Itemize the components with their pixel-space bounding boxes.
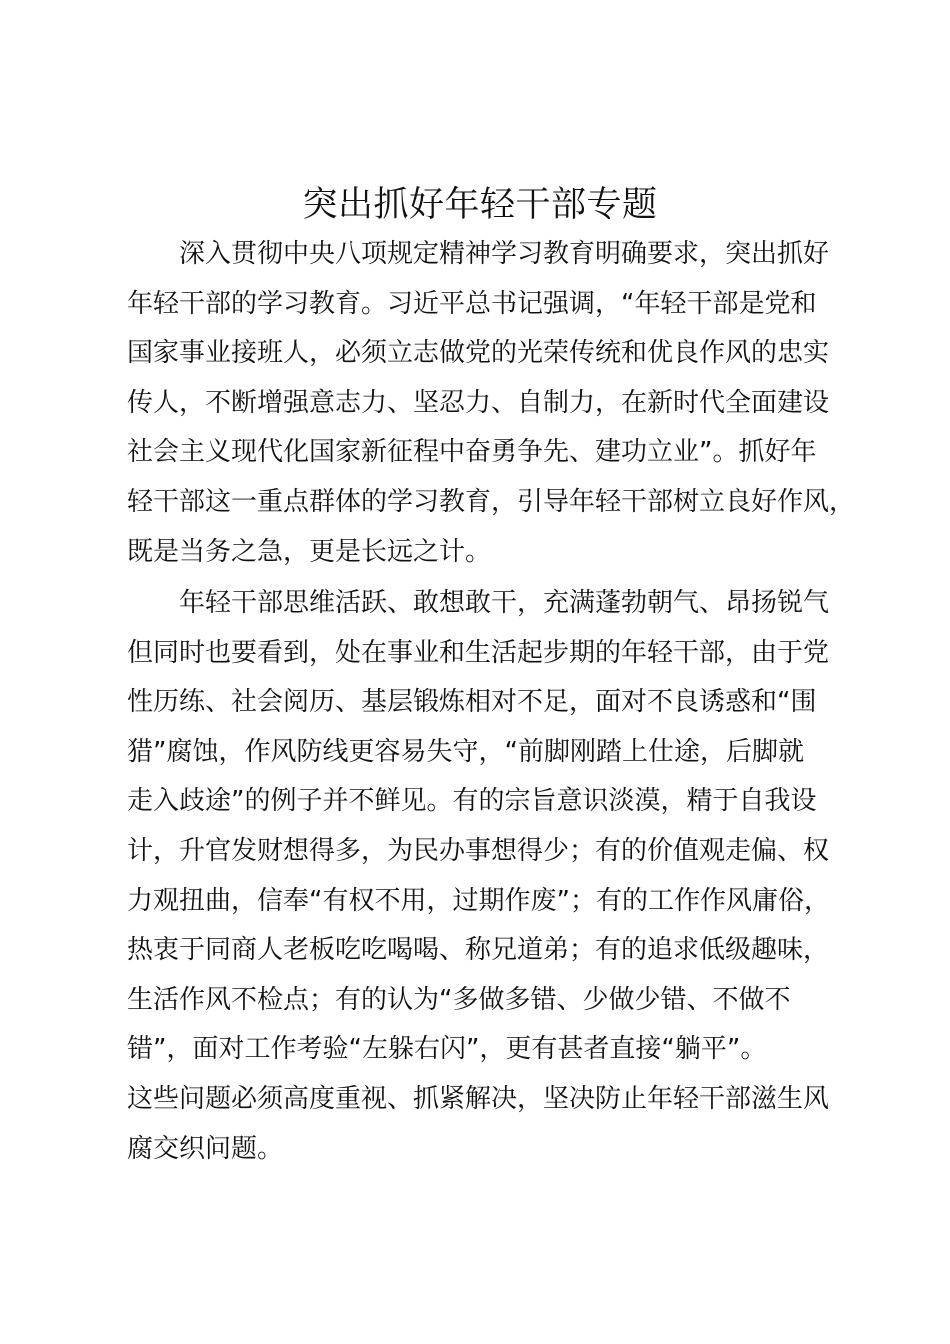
text-line: 传人，不断增强意志力、坚忍力、自制力，在新时代全面建设 xyxy=(127,387,830,418)
text-line: 热衷于同商人老板吃吃喝喝、称兄道弟；有的追求低级趣味， xyxy=(127,935,830,966)
document-title: 突出抓好年轻干部专题 xyxy=(302,185,658,225)
text-line: 力观扭曲，信奉“有权不用，过期作废”；有的工作作风庸俗， xyxy=(127,885,830,916)
text-line: 年轻干部思维活跃、敢想敢干，充满蓬勃朝气、昂扬锐气 xyxy=(127,588,830,618)
text-line: 性历练、社会阅历、基层锻炼相对不足，面对不良诱惑和“围 xyxy=(127,687,817,718)
paragraph-2 xyxy=(127,579,830,1174)
text-line: 计，升官发财想得多，为民办事想得少；有的价值观走偏、权 xyxy=(127,835,830,866)
text-line: 这些问题必须高度重视、抓紧解决，坚决防止年轻干部滋生风 xyxy=(127,1083,830,1114)
paragraph-1 xyxy=(127,230,855,577)
text-line: 既是当务之急，更是长远之计。 xyxy=(127,536,492,567)
text-line: 错”，面对工作考验“左躲右闪”，更有甚者直接“躺平”。 xyxy=(127,1034,767,1065)
text-line: 轻干部这一重点群体的学习教育，引导年轻干部树立良好作风， xyxy=(127,486,856,517)
text-line: 深入贯彻中央八项规定精神学习教育明确要求，突出抓好 xyxy=(127,239,830,269)
text-line: 但同时也要看到，处在事业和生活起步期的年轻干部，由于党 xyxy=(127,637,830,668)
text-line: 国家事业接班人，必须立志做党的光荣传统和优良作风的忠实 xyxy=(127,338,830,369)
text-line: 猎”腐蚀，作风防线更容易失守，“前脚刚踏上仕途，后脚就 xyxy=(127,736,804,767)
text-line: 腐交织问题。 xyxy=(127,1133,284,1164)
text-line: 年轻干部的学习教育。习近平总书记强调，“年轻干部是党和 xyxy=(127,288,817,319)
text-line: 走入歧途”的例子并不鲜见。有的宗旨意识淡漠，精于自我设 xyxy=(127,786,817,817)
text-line: 生活作风不检点；有的认为“多做多错、少做少错、不做不 xyxy=(127,984,791,1015)
text-line: 社会主义现代化国家新征程中奋勇争先、建功立业”。抓好年 xyxy=(127,437,817,468)
